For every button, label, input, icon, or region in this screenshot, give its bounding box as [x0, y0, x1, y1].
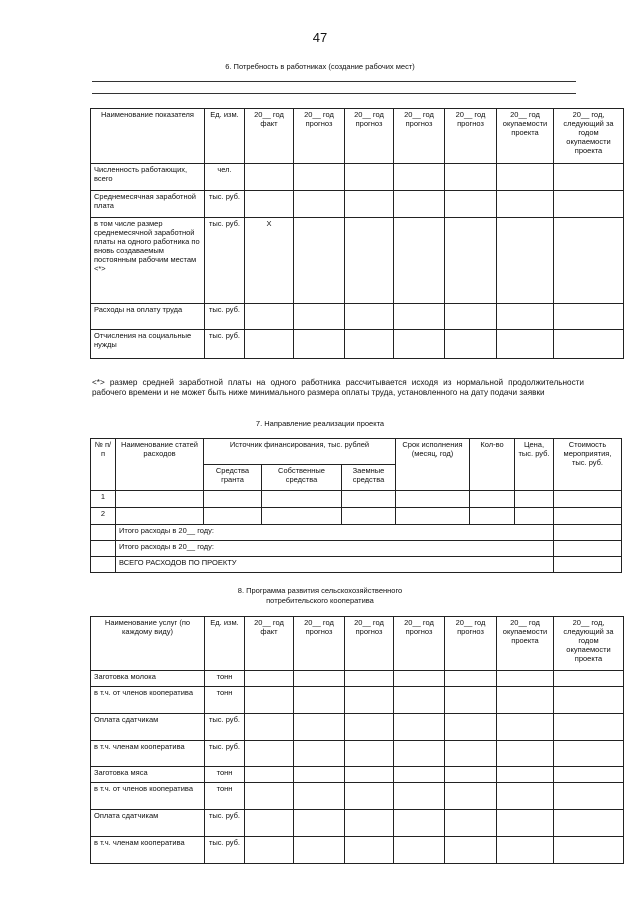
value-cell	[554, 330, 624, 359]
value-cell	[497, 330, 554, 359]
col-header: 20__ год, следующий за годом окупаемости проекта	[554, 617, 624, 671]
table-row	[91, 714, 624, 741]
table-row	[91, 810, 624, 837]
value-cell	[445, 671, 497, 687]
cell	[91, 557, 116, 573]
col-header: 20__ год факт	[245, 617, 294, 671]
col-cost-header: Стоимость мероприятия, тыс. руб.	[554, 439, 622, 491]
value-cell	[554, 304, 624, 330]
value-cell	[294, 191, 345, 218]
value-cell	[515, 491, 554, 508]
row-label: Заготовка молока	[91, 671, 205, 687]
value-cell	[345, 783, 394, 810]
value-cell	[554, 741, 624, 767]
table-row	[91, 508, 622, 525]
row-label: в том числе размер среднемесячной заработной платы на одного работника по вновь создаваемым постоянным рабочим местам <*>	[91, 218, 205, 304]
value-cell	[245, 837, 294, 864]
table-row	[91, 191, 624, 218]
row-number: 2	[91, 508, 116, 525]
unit-cell: тыс. руб.	[205, 741, 245, 767]
value-cell	[294, 741, 345, 767]
footnote: <*> размер средней заработной платы на одного работника рассчитывается исходя из нормальной продолжительности рабочего времени и не может быть ниже минимального размера оплаты труда, установленного на дату подачи заявки	[92, 378, 584, 397]
value-cell	[497, 714, 554, 741]
value-cell	[554, 191, 624, 218]
program-table	[90, 616, 624, 864]
row-label: Среднемесячная заработной плата	[91, 191, 205, 218]
value-cell	[497, 218, 554, 304]
row-number: 1	[91, 491, 116, 508]
table-header-row	[91, 617, 624, 671]
value-cell	[204, 508, 262, 525]
value-cell	[345, 330, 394, 359]
value-cell	[445, 767, 497, 783]
value-cell	[445, 741, 497, 767]
row-label: в т.ч. от членов кооператива	[91, 783, 205, 810]
unit-cell: тыс. руб.	[205, 330, 245, 359]
col-number-header: № п/п	[91, 439, 116, 491]
value-cell	[245, 783, 294, 810]
value-cell	[394, 191, 445, 218]
cell	[554, 541, 622, 557]
value-cell	[116, 491, 204, 508]
col-header: 20__ год факт	[245, 109, 294, 164]
value-cell	[554, 837, 624, 864]
value-cell	[294, 714, 345, 741]
value-cell	[345, 687, 394, 714]
value-cell	[345, 218, 394, 304]
value-cell	[345, 164, 394, 191]
fact-cell	[245, 164, 294, 191]
value-cell	[345, 304, 394, 330]
col-qty-header: Кол-во	[470, 439, 515, 491]
blank-line	[92, 81, 576, 82]
cell	[91, 525, 116, 541]
value-cell	[445, 330, 497, 359]
value-cell	[245, 671, 294, 687]
value-cell	[554, 491, 622, 508]
col-name-header: Наименование статей расходов	[116, 439, 204, 491]
row-label: в т.ч. членам кооператива	[91, 837, 205, 864]
unit-cell: тонн	[205, 767, 245, 783]
value-cell	[294, 810, 345, 837]
table-header-row	[91, 439, 622, 465]
value-cell	[497, 191, 554, 218]
value-cell	[345, 741, 394, 767]
unit-cell: тыс. руб.	[205, 714, 245, 741]
value-cell	[294, 218, 345, 304]
value-cell	[554, 810, 624, 837]
col-header: 20__ год прогноз	[394, 109, 445, 164]
value-cell	[245, 687, 294, 714]
value-cell	[554, 508, 622, 525]
table-row	[91, 783, 624, 810]
value-cell	[554, 218, 624, 304]
value-cell	[294, 687, 345, 714]
value-cell	[394, 741, 445, 767]
expenses-table	[90, 438, 622, 573]
value-cell	[394, 714, 445, 741]
value-cell	[345, 837, 394, 864]
section7-title: 7. Направление реализации проекта	[255, 419, 385, 428]
row-label: Численность работающих, всего	[91, 164, 205, 191]
value-cell	[394, 687, 445, 714]
total-row	[91, 525, 622, 541]
value-cell	[294, 671, 345, 687]
fact-cell	[245, 330, 294, 359]
table-header-row	[91, 109, 624, 164]
value-cell	[345, 810, 394, 837]
col-grant-header: Средства гранта	[204, 465, 262, 491]
value-cell	[245, 741, 294, 767]
section8-title-line2: потребительского кооператива	[266, 596, 374, 605]
value-cell	[554, 164, 624, 191]
table-row	[91, 687, 624, 714]
unit-cell: тыс. руб.	[205, 304, 245, 330]
value-cell	[470, 491, 515, 508]
value-cell	[394, 164, 445, 191]
value-cell	[394, 218, 445, 304]
value-cell	[396, 491, 470, 508]
col-header: Ед. изм.	[205, 109, 245, 164]
value-cell	[345, 191, 394, 218]
total-label: Итого расходы в 20__ году:	[116, 541, 554, 557]
row-label: в т.ч. членам кооператива	[91, 741, 205, 767]
table-row	[91, 837, 624, 864]
value-cell	[294, 837, 345, 864]
grand-total-row	[91, 557, 622, 573]
table-row	[91, 767, 624, 783]
value-cell	[294, 304, 345, 330]
total-row	[91, 541, 622, 557]
fact-cell	[245, 304, 294, 330]
value-cell	[345, 714, 394, 741]
cell	[554, 557, 622, 573]
value-cell	[394, 767, 445, 783]
value-cell	[394, 330, 445, 359]
col-header: 20__ год окупаемости проекта	[497, 617, 554, 671]
value-cell	[497, 687, 554, 714]
unit-cell: чел.	[205, 164, 245, 191]
value-cell	[445, 714, 497, 741]
value-cell	[497, 810, 554, 837]
value-cell	[394, 837, 445, 864]
row-label: Оплата сдатчикам	[91, 810, 205, 837]
col-price-header: Цена, тыс. руб.	[515, 439, 554, 491]
value-cell	[345, 671, 394, 687]
value-cell	[445, 810, 497, 837]
section8-title-line1: 8. Программа развития сельскохозяйственного	[237, 586, 403, 595]
value-cell	[294, 164, 345, 191]
col-header: 20__ год прогноз	[294, 617, 345, 671]
unit-cell: тонн	[205, 671, 245, 687]
value-cell	[445, 164, 497, 191]
col-header: 20__ год окупаемости проекта	[497, 109, 554, 164]
value-cell	[497, 671, 554, 687]
col-header: 20__ год, следующий за годом окупаемости проекта	[554, 109, 624, 164]
value-cell	[342, 508, 396, 525]
value-cell	[554, 671, 624, 687]
value-cell	[470, 508, 515, 525]
value-cell	[396, 508, 470, 525]
row-label: Заготовка мяса	[91, 767, 205, 783]
unit-cell: тонн	[205, 783, 245, 810]
workers-table	[90, 108, 624, 359]
col-term-header: Срок исполнения (месяц, год)	[396, 439, 470, 491]
table-row	[91, 671, 624, 687]
table-row	[91, 164, 624, 191]
value-cell	[245, 810, 294, 837]
value-cell	[345, 767, 394, 783]
unit-cell: тыс. руб.	[205, 837, 245, 864]
value-cell	[445, 191, 497, 218]
value-cell	[262, 508, 342, 525]
row-label: Оплата сдатчикам	[91, 714, 205, 741]
value-cell	[204, 491, 262, 508]
cell	[554, 525, 622, 541]
value-cell	[445, 783, 497, 810]
value-cell	[445, 687, 497, 714]
total-label: Итого расходы в 20__ году:	[116, 525, 554, 541]
fact-cell: X	[245, 218, 294, 304]
grand-total-label: ВСЕГО РАСХОДОВ ПО ПРОЕКТУ	[116, 557, 554, 573]
row-label: Отчисления на социальные нужды	[91, 330, 205, 359]
value-cell	[394, 304, 445, 330]
value-cell	[497, 741, 554, 767]
col-header: Ед. изм.	[205, 617, 245, 671]
value-cell	[445, 304, 497, 330]
blank-line	[92, 93, 576, 94]
section6-title: 6. Потребность в работниках (создание рабочих мест)	[225, 62, 415, 71]
value-cell	[394, 671, 445, 687]
value-cell	[394, 783, 445, 810]
cell	[91, 541, 116, 557]
col-header: 20__ год прогноз	[394, 617, 445, 671]
value-cell	[262, 491, 342, 508]
value-cell	[294, 783, 345, 810]
value-cell	[245, 714, 294, 741]
value-cell	[394, 810, 445, 837]
value-cell	[245, 767, 294, 783]
table-row	[91, 330, 624, 359]
col-header: Наименование показателя	[91, 109, 205, 164]
table-row	[91, 491, 622, 508]
value-cell	[497, 783, 554, 810]
value-cell	[554, 767, 624, 783]
value-cell	[294, 330, 345, 359]
unit-cell: тонн	[205, 687, 245, 714]
table-row	[91, 304, 624, 330]
col-header: 20__ год прогноз	[445, 109, 497, 164]
col-header: Наименование услуг (по каждому виду)	[91, 617, 205, 671]
value-cell	[116, 508, 204, 525]
value-cell	[445, 837, 497, 864]
value-cell	[497, 164, 554, 191]
unit-cell: тыс. руб.	[205, 191, 245, 218]
value-cell	[515, 508, 554, 525]
row-label: Расходы на оплату труда	[91, 304, 205, 330]
col-source-header: Источник финансирования, тыс. рублей	[204, 439, 396, 465]
value-cell	[445, 218, 497, 304]
table-row	[91, 218, 624, 304]
row-label: в т.ч. от членов кооператива	[91, 687, 205, 714]
col-header: 20__ год прогноз	[445, 617, 497, 671]
page-number: 47	[312, 30, 328, 45]
col-header: 20__ год прогноз	[345, 109, 394, 164]
unit-cell: тыс. руб.	[205, 810, 245, 837]
value-cell	[554, 783, 624, 810]
col-own-header: Собственные средства	[262, 465, 342, 491]
col-header: 20__ год прогноз	[345, 617, 394, 671]
col-header: 20__ год прогноз	[294, 109, 345, 164]
value-cell	[342, 491, 396, 508]
value-cell	[497, 837, 554, 864]
value-cell	[497, 767, 554, 783]
col-loan-header: Заемные средства	[342, 465, 396, 491]
unit-cell: тыс. руб.	[205, 218, 245, 304]
value-cell	[294, 767, 345, 783]
fact-cell	[245, 191, 294, 218]
value-cell	[554, 714, 624, 741]
value-cell	[554, 687, 624, 714]
table-row	[91, 741, 624, 767]
value-cell	[497, 304, 554, 330]
